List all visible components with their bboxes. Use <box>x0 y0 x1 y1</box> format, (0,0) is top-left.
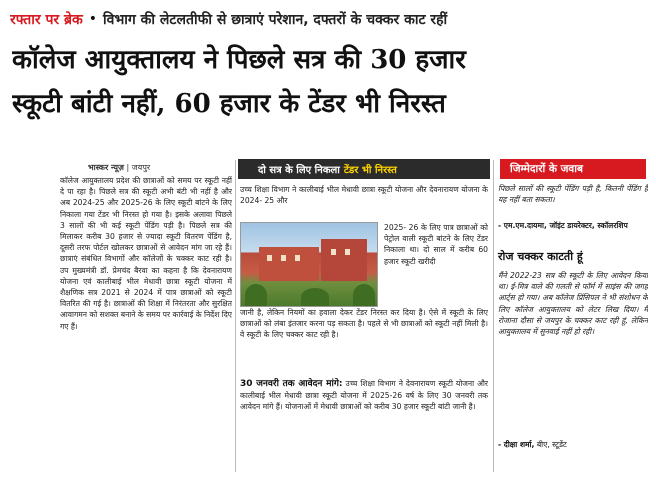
headline-line-2: स्कूटी बांटी नहीं, 60 हजार के टेंडर भी निरस्त <box>12 89 446 119</box>
official-quote: पिछले सालों की स्कूटी पेंडिंग पड़ी है, कितनी पेंडिंग है यह नहीं बता सकता। <box>498 184 648 205</box>
window <box>345 249 350 255</box>
kicker <box>10 6 650 32</box>
official-quote-attribution: - एम.एम.दायमा, जॉइंट डायरेक्टर, स्कॉलरशिप <box>498 221 628 230</box>
column-divider-1 <box>235 160 236 472</box>
window <box>281 255 286 261</box>
college-building-photo <box>240 222 378 307</box>
building-wing-right <box>321 239 367 281</box>
article-column-1: कॉलेज आयुक्तालय प्रदेश की छात्राओं को समय पर स्कूटी नहीं दे पा रहा है। पिछले सत्र की स्कूटी अभी बंटी भी नहीं है और अब 2024-25 और 2025-26 के लिए स्कूटी बांटने के लिए निकाला गया टेंडर भी निरस्त हो गया है। इसके अलावा पिछले 3 सालों की भी कई स्कूटी पेंडिंग पड़ी है। पिछले सत्र की मिलाकर करीब 30 हजार से ज्यादा स्कूटी वितरण पेंडिंग है, दूसरी तरफ पोर्टल खोलकर छात्राओं से आवेदन मांग जा रहे हैं। छात्राएं संबंधित विभागों और कॉलेजों के चक्कर काट रही है। उप मुख्यमंत्री डॉ. प्रेमचंद बैरवा का कहना है कि देवनारायण योजना एवं कालीबाई भील मेधावी छात्रा स्कूटी योजना में शैक्षणिक सत्र 2021 से 2024 में पात्र छात्राओं को स्कूटी वितरित की गई है। छात्राओं की शिक्षा में निरंतरता और सुरक्षित आवागमन को सशक्त बनाने के समय पर कार्रवाई के निर्देश दिए गए हैं। <box>60 176 232 331</box>
section-header-responses: जिम्मेदारों के जवाब <box>500 159 646 179</box>
column-divider-2 <box>493 160 494 472</box>
tree <box>245 284 267 306</box>
tree <box>301 288 329 306</box>
window <box>331 249 336 255</box>
student-quote-attribution <box>498 440 648 450</box>
section-header-highlight: टेंडर भी निरस्त <box>343 165 397 176</box>
article-column-2-subsection <box>240 378 488 470</box>
tree <box>353 284 375 306</box>
byline-source: भास्कर न्यूज़ <box>88 163 124 172</box>
kicker-separator: • <box>88 11 98 27</box>
window <box>267 255 272 261</box>
article-column-2-top: उच्च शिक्षा विभाग ने कालीबाई भील मेधावी छात्रा स्कूटी योजना और देवनारायण योजना के 2024- 25 और <box>240 185 488 206</box>
student-role: बीए, स्टूडेंट <box>536 440 567 449</box>
article-column-2-right: 2025- 26 के लिए पात्र छात्राओं को पेट्रोल वाली स्कूटी बांटने के लिए टेंडर निकाला था। दो साल में करीब 60 हजार स्कूटी खरीदी <box>384 223 488 266</box>
subsection-heading: 30 जनवरी तक आवेदन मांगे: <box>240 379 343 389</box>
student-quote-heading: रोज चक्कर काटती हूं <box>498 250 583 263</box>
headline-line-1: कॉलेज आयुक्तालय ने पिछले सत्र की 30 हजार <box>12 45 466 75</box>
kicker-label: रफ्तार पर ब्रेक <box>10 11 83 28</box>
section-header-text: दो सत्र के लिए निकला <box>258 165 340 176</box>
headline <box>12 38 644 126</box>
byline-city: | जयपुर <box>126 163 151 172</box>
byline <box>88 162 150 173</box>
subsection-text: उच्च शिक्षा विभाग ने देवनारायण स्कूटी योजना और कालीबाई भील मेधावी छात्रा स्कूटी योजना में 2025-26 वर्ष के लिए 30 जनवरी तक आवेदन मांगे हैं। योजनाओं में मेधावी छात्राओं को करीब 30 हजार स्कूटी बांटी जानी है। <box>240 379 488 412</box>
section-header-tender <box>238 159 490 179</box>
kicker-text: विभाग की लेटलतीफी से छात्राएं परेशान, दफ्तरों के चक्कर काट रहीं <box>103 11 448 28</box>
article-column-2-bottom: जानी है, लेकिन नियमों का हवाला देकर टेंडर निरस्त कर दिया है। ऐसे में स्कूटी के लिए छात्राओं को लंबा इंतजार करना पड़ सकता है। पहले से भी छात्राओं को स्कूटी नहीं मिली है। वे स्कूटी के लिए चक्कर काट रही है। <box>240 308 488 340</box>
window <box>295 255 300 261</box>
student-name: - दीक्षा शर्मा, <box>498 440 535 449</box>
building-wing-left <box>259 247 319 281</box>
student-quote: मैंने 2022-23 सत्र की स्कूटी के लिए आवेदन किया था। ई-मित्र वाले की गलती से फॉर्म में साइंस की जगह आर्ट्स हो गया। अब कॉलेज प्रिंसिपल ने भी संशोधन के लिए कॉलेज आयुक्तालय को लेटर लिख दिया। मैं रोजाना दौसा से जयपुर के चक्कर काट रही हूं, लेकिन आयुक्तालय में सुनवाई नहीं हो रही। <box>498 271 648 337</box>
